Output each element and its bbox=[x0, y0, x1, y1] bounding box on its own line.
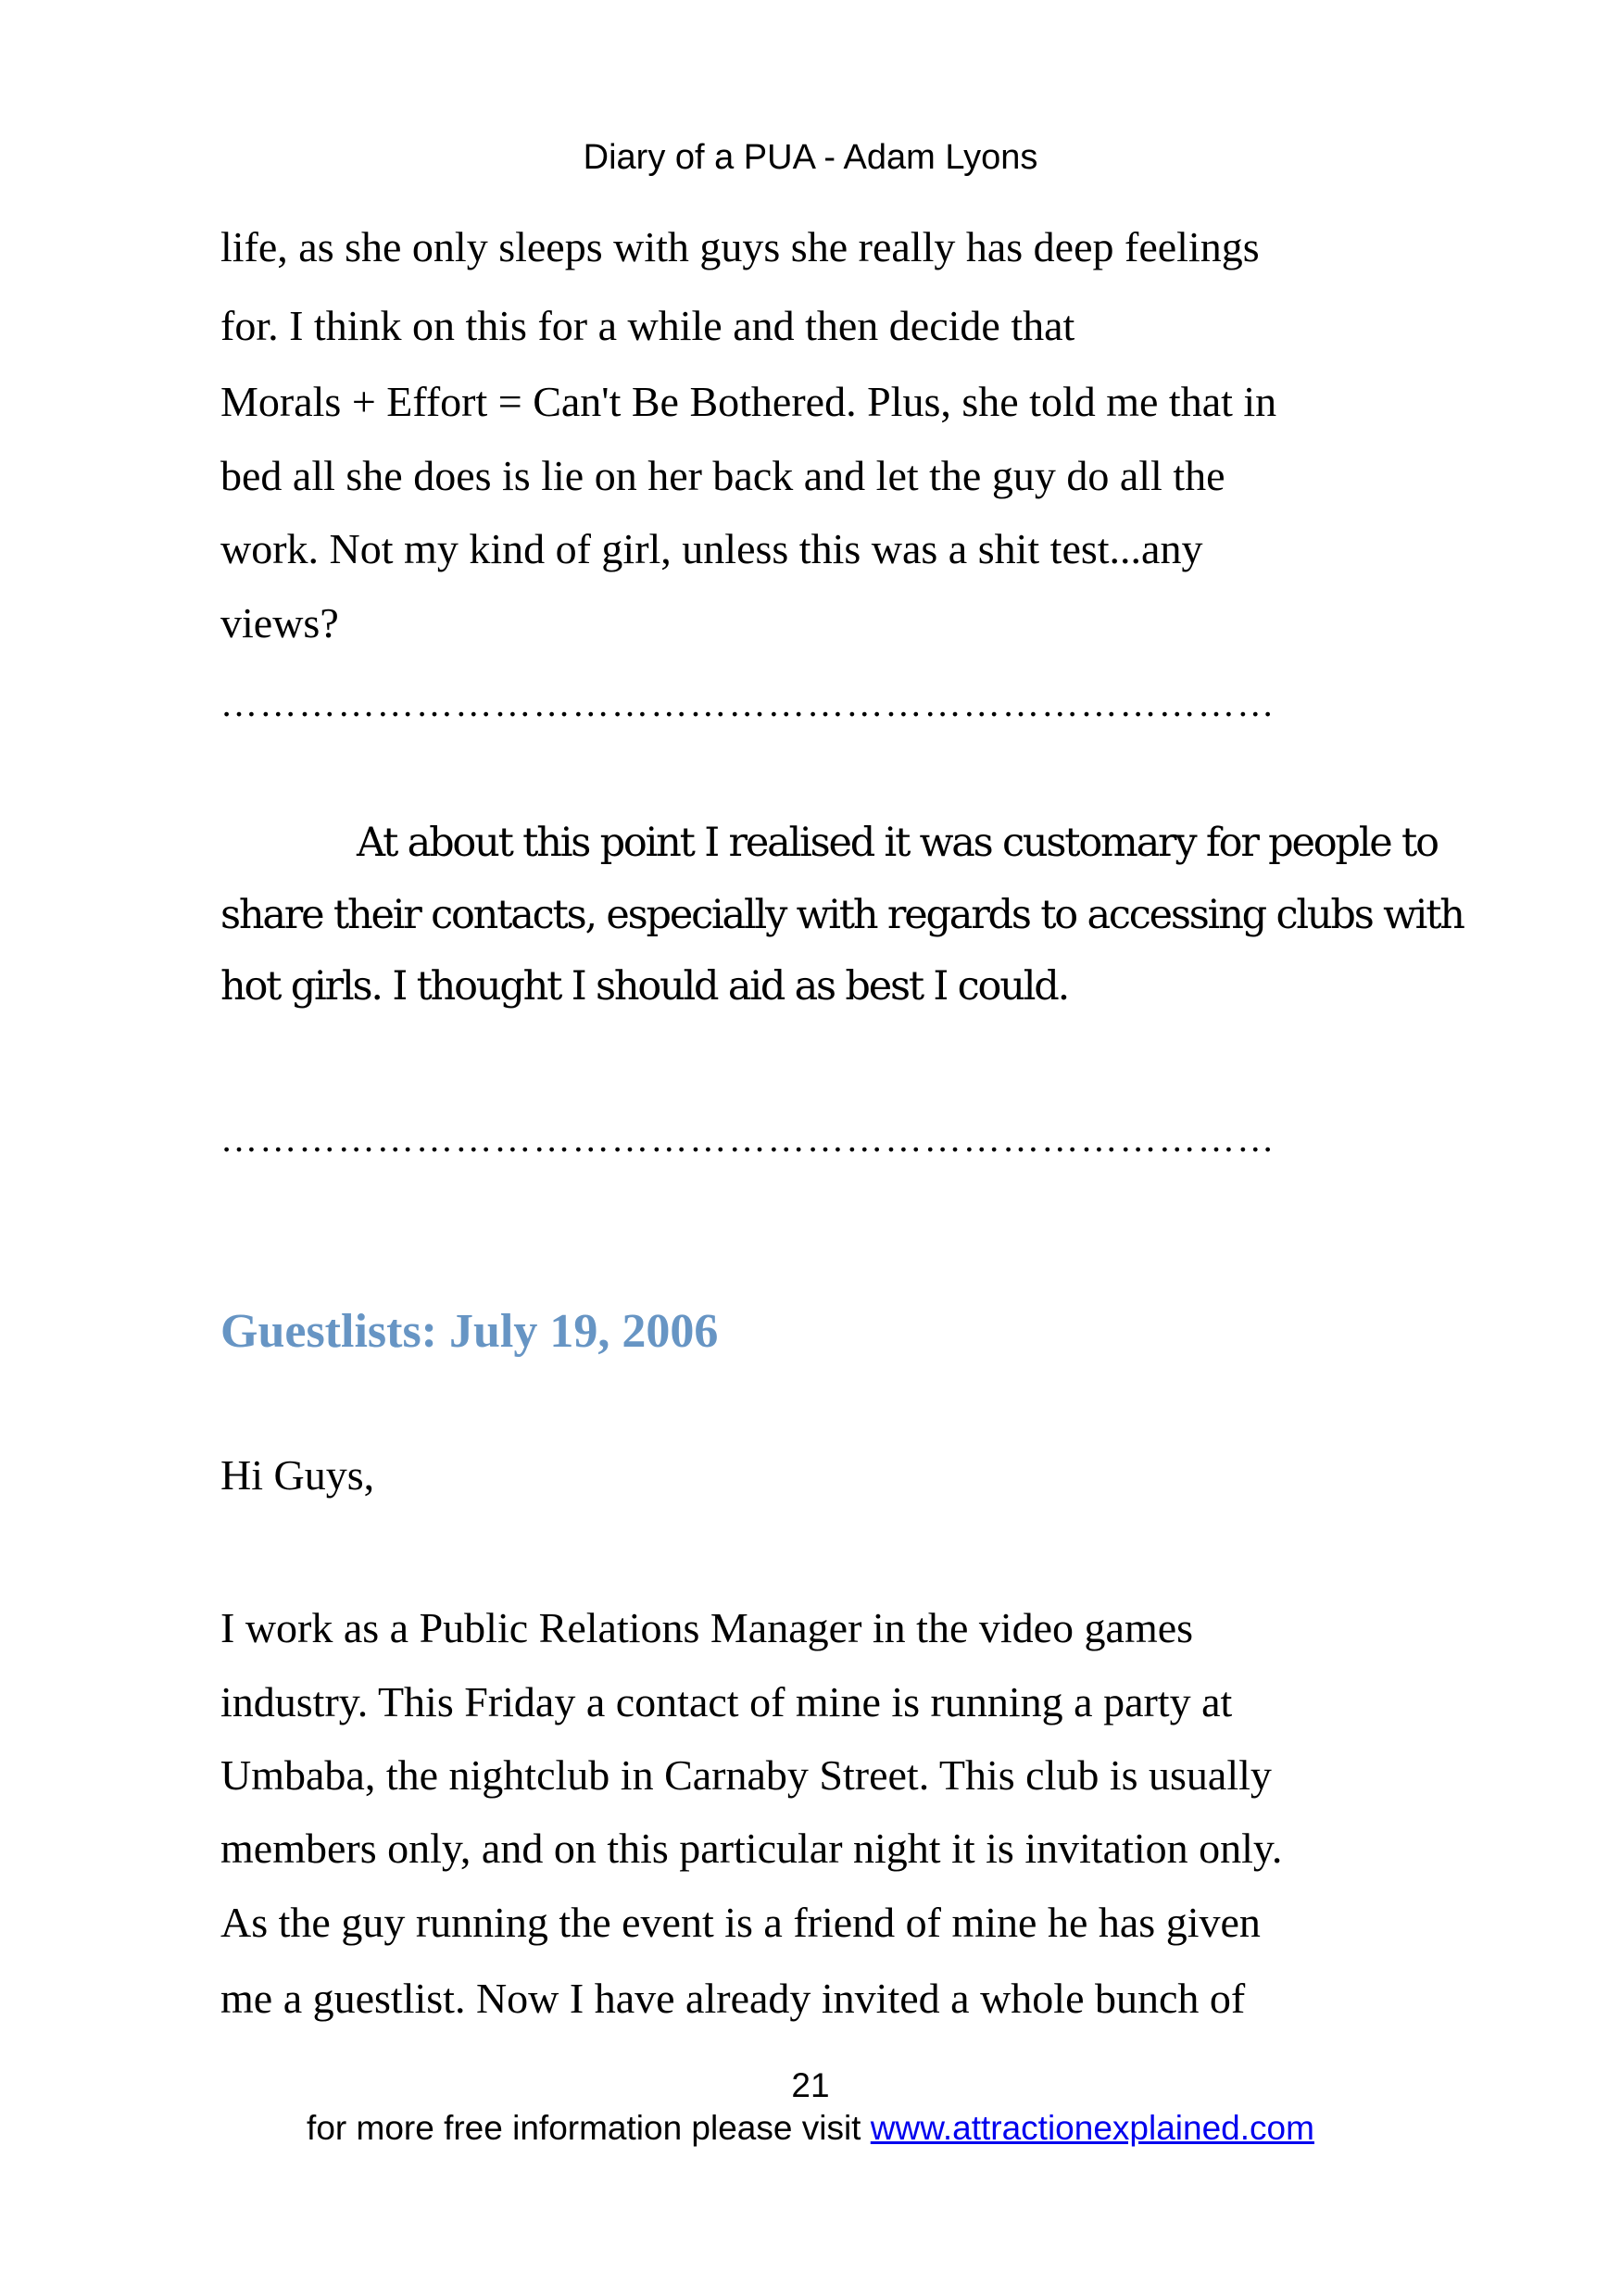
note-line-1: At about this point I realised it was customary for people to bbox=[357, 820, 1438, 866]
entry-line-6: me a guestlist. Now I have already invited a whole bunch of bbox=[220, 1975, 1246, 2022]
entry-line-2: industry. This Friday a contact of mine is running a party at bbox=[220, 1678, 1233, 1725]
note-line-3: hot girls. I thought I should aid as best I could. bbox=[220, 963, 1069, 1010]
footer-link[interactable]: www.attractionexplained.com bbox=[870, 2109, 1314, 2147]
separator-dots-2: ……………………………………………………………………… bbox=[220, 1121, 1276, 1158]
entry-greeting: Hi Guys, bbox=[220, 1451, 375, 1499]
note-line-2: share their contacts, especially with regards to accessing clubs with bbox=[220, 892, 1464, 938]
intro-line-5: work. Not my kind of girl, unless this was a shit test...any bbox=[220, 525, 1203, 572]
intro-line-2: for. I think on this for a while and then decide that bbox=[220, 302, 1075, 349]
footer bbox=[0, 2108, 1621, 2149]
entry-line-3: Umbaba, the nightclub in Carnaby Street. This club is usually bbox=[220, 1751, 1272, 1799]
intro-line-6: views? bbox=[220, 599, 339, 646]
intro-line-4: bed all she does is lie on her back and let the guy do all the bbox=[220, 452, 1225, 499]
entry-line-5: As the guy running the event is a friend of mine he has given bbox=[220, 1899, 1261, 1946]
separator-dots-1: ……………………………………………………………………… bbox=[220, 685, 1276, 722]
entry-heading: Guestlists: July 19, 2006 bbox=[220, 1305, 719, 1358]
entry-line-4: members only, and on this particular night it is invitation only. bbox=[220, 1825, 1283, 1872]
footer-text: for more free information please visit bbox=[307, 2109, 871, 2147]
entry-line-1: I work as a Public Relations Manager in the video games bbox=[220, 1604, 1194, 1651]
page-number: 21 bbox=[791, 2066, 830, 2104]
intro-line-1: life, as she only sleeps with guys she really has deep feelings bbox=[220, 223, 1260, 270]
page-header: Diary of a PUA - Adam Lyons bbox=[583, 138, 1038, 177]
intro-line-3: Morals + Effort = Can't Be Bothered. Plus, she told me that in bbox=[220, 378, 1277, 425]
